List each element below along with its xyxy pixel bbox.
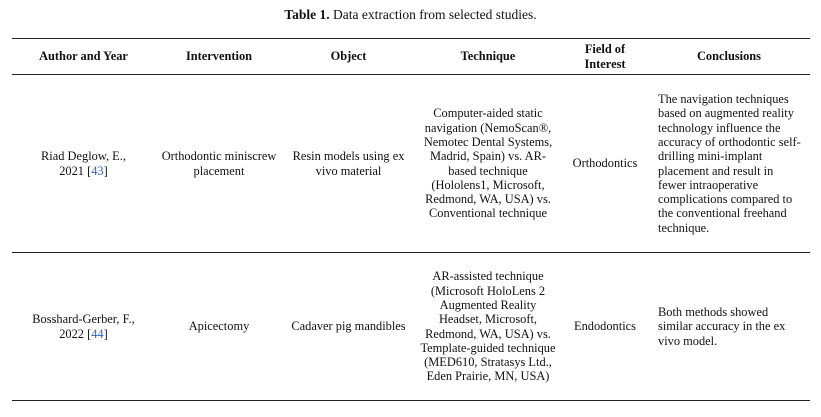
cell-field-of-interest: Orthodontics (562, 75, 648, 253)
reference-link[interactable]: 43 (91, 163, 104, 178)
header-author-year: Author and Year (12, 39, 155, 75)
table-row (12, 75, 810, 253)
year-prefix: 2021 [ (59, 163, 92, 178)
year-prefix: 2022 [ (59, 326, 92, 341)
table-caption-label: Table 1. (284, 7, 330, 22)
header-technique: Technique (414, 39, 562, 75)
cell-author-year (12, 75, 155, 253)
table-row (12, 253, 810, 401)
author-name: Riad Deglow, E., (41, 149, 126, 164)
cell-object: Resin models using ex vivo material (283, 75, 414, 253)
cell-intervention: Apicectomy (155, 253, 283, 401)
table-caption (0, 7, 821, 23)
author-name: Bosshard-Gerber, F., (32, 312, 135, 327)
cell-conclusions: The navigation techniques based on augmented reality technology influence the accuracy of orthodontic self-drilling mini-implant placement and result in fewer intraoperative complications compared to the conventional freehand technique. (648, 75, 810, 253)
header-conclusions: Conclusions (648, 39, 810, 75)
cell-conclusions: Both methods showed similar accuracy in the ex vivo model. (648, 253, 810, 401)
table-header-row (12, 39, 810, 75)
cell-object: Cadaver pig mandibles (283, 253, 414, 401)
cell-author-year (12, 253, 155, 401)
cell-field-of-interest: Endodontics (562, 253, 648, 401)
header-field-of-interest: Field of Interest (562, 39, 648, 75)
table-caption-text: Data extraction from selected studies. (329, 7, 537, 22)
header-object: Object (283, 39, 414, 75)
year-suffix: ] (103, 163, 108, 178)
cell-technique: Computer-aided static navigation (NemoScan®, Nemotec Dental Systems, Madrid, Spain) vs. AR-based technique (Hololens1, Microsoft, Redmond, WA, USA) vs. Conventional technique (414, 75, 562, 253)
cell-technique: AR-assisted technique (Microsoft HoloLens 2 Augmented Reality Headset, Microsoft, Redmond, WA, USA) vs. Template-guided technique (MED610, Stratasys Ltd., Eden Prairie, MN, USA) (414, 253, 562, 401)
data-extraction-table (12, 38, 810, 401)
reference-link[interactable]: 44 (91, 326, 104, 341)
cell-intervention: Orthodontic miniscrew placement (155, 75, 283, 253)
year-suffix: ] (103, 326, 108, 341)
header-intervention: Intervention (155, 39, 283, 75)
